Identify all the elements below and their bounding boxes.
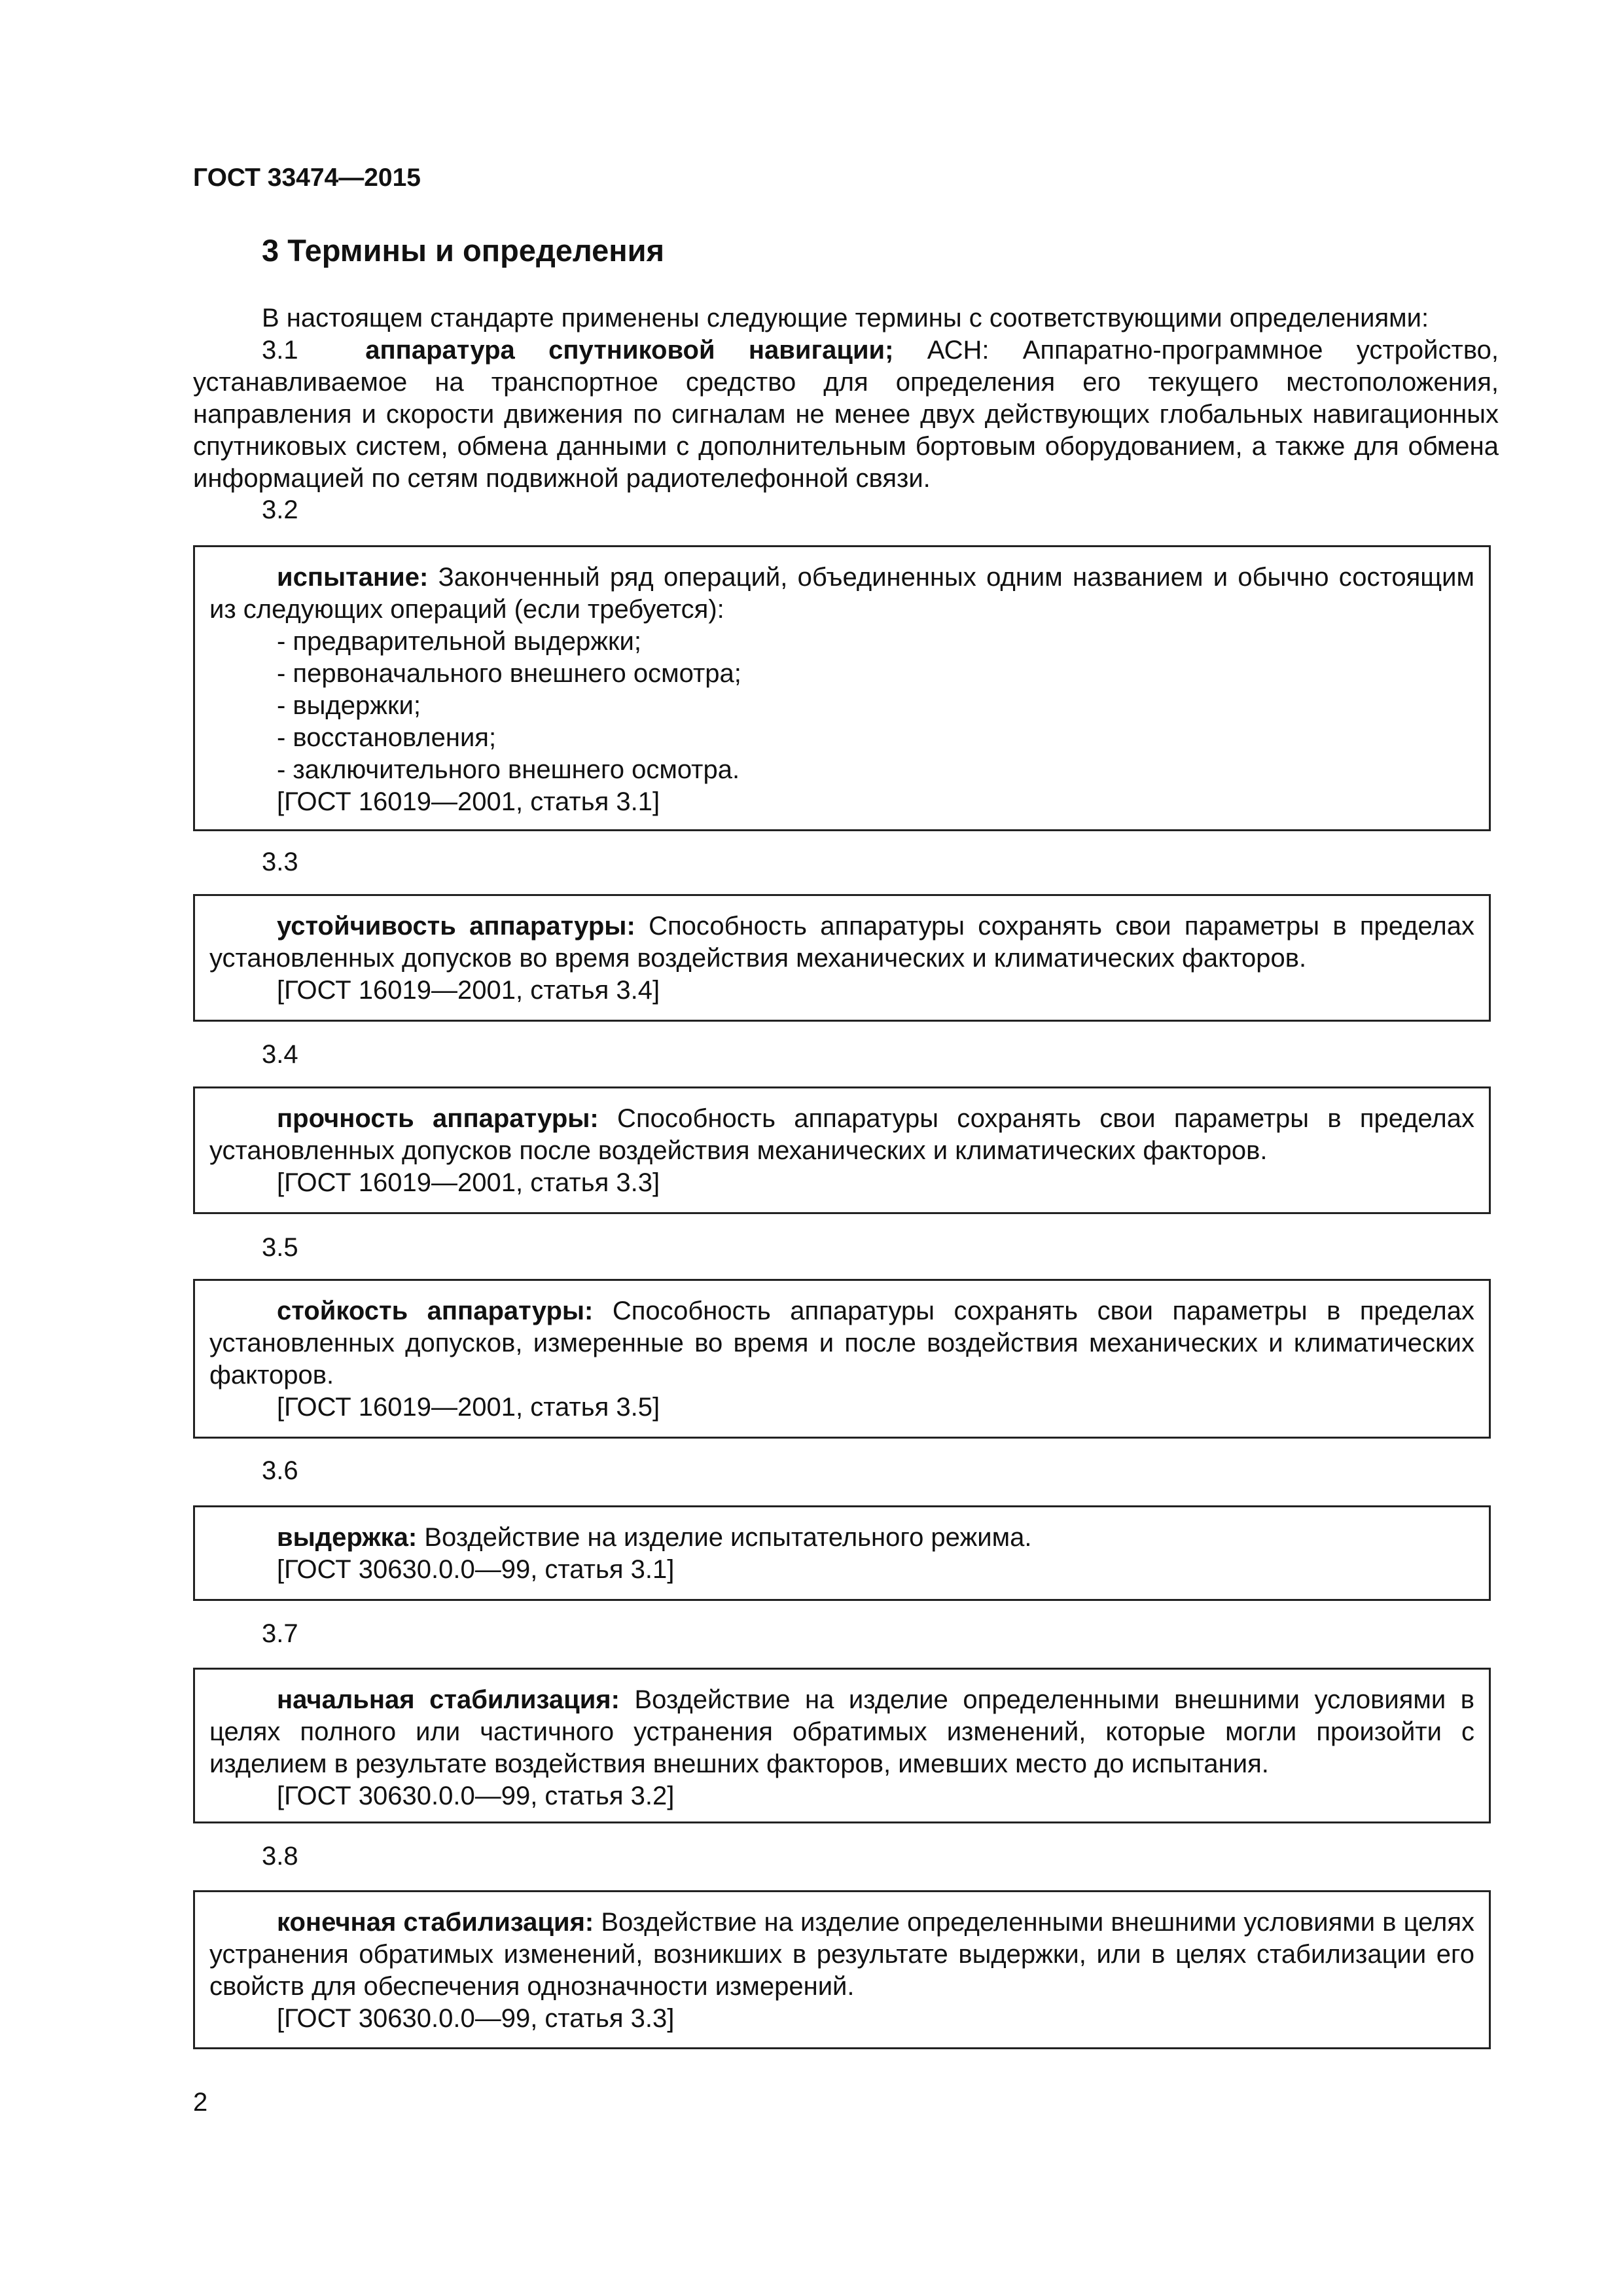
- list-item: - заключительного внешнего осмотра.: [277, 755, 740, 784]
- term-definition: Воздействие на изделие испытательного режима.: [417, 1523, 1032, 1552]
- term-definition-paragraph: [209, 562, 1474, 626]
- source-reference: [ГОСТ 16019—2001, статья 3.4]: [277, 976, 660, 1005]
- source-reference: [ГОСТ 16019—2001, статья 3.5]: [277, 1393, 660, 1422]
- page-number: 2: [193, 2088, 208, 2117]
- term-definition: Законченный ряд операций, объединенных одним названием и обычно состоящим из следующих операций (если требуется):: [209, 563, 1474, 624]
- list-item: - первоначального внешнего осмотра;: [277, 659, 741, 688]
- term-box-3-3: [193, 894, 1491, 1022]
- term-number-3-3: 3.3: [262, 848, 298, 876]
- term-box-3-8: [193, 1890, 1491, 2049]
- term-abbr: АСН:: [893, 336, 990, 365]
- list-item: - выдержки;: [277, 691, 421, 720]
- term-name: прочность аппаратуры:: [277, 1104, 599, 1133]
- section-title: 3 Термины и определения: [262, 233, 664, 268]
- term-name: выдержка:: [277, 1523, 418, 1552]
- list-item: - восстановления;: [277, 723, 497, 752]
- term-number-3-2: 3.2: [262, 495, 298, 524]
- list-item: - предварительной выдержки;: [277, 627, 641, 656]
- term-box-3-4: [193, 1086, 1491, 1214]
- term-name: стойкость аппаратуры:: [277, 1297, 594, 1325]
- term-definition-paragraph: [209, 910, 1474, 975]
- term-number-3-7: 3.7: [262, 1619, 298, 1648]
- intro-paragraph: В настоящем стандарте применены следующие термины с соответствующими определениями:: [262, 304, 1429, 332]
- term-definition-paragraph: [209, 1907, 1474, 2003]
- term-number-3-8: 3.8: [262, 1842, 298, 1871]
- term-box-3-7: [193, 1668, 1491, 1823]
- term-box-3-5: [193, 1279, 1491, 1439]
- term-definition: Способность аппаратуры сохранять свои параметры в пределах установленных допусков после воздействия механических и климатических факторов.: [209, 1104, 1475, 1165]
- term-definition: Способность аппаратуры сохранять свои параметры в пределах установленных допусков во время воздействия механических и климатических факторов.: [209, 912, 1474, 973]
- term-number-3-4: 3.4: [262, 1040, 298, 1069]
- term-definition-paragraph: [209, 1684, 1474, 1780]
- document-header: ГОСТ 33474—2015: [193, 164, 421, 192]
- source-reference: [ГОСТ 30630.0.0—99, статья 3.2]: [277, 1782, 675, 1810]
- term-definition: Способность аппаратуры сохранять свои параметры в пределах установленных допусков, измеренные во время и после воздействия механических и климатических факторов.: [209, 1297, 1475, 1390]
- source-reference: [ГОСТ 16019—2001, статья 3.3]: [277, 1168, 660, 1197]
- source-reference: [ГОСТ 16019—2001, статья 3.1]: [277, 787, 660, 816]
- term-definition: Аппаратно-программное устройство, устанавливаемое на транспортное средство для определения его текущего местоположения, направления и скорости движения по сигналам не менее двух действующих глобальных навигационных спутниковых систем, обмена данными с дополнительным бортовым оборудованием, а также для обмена информацией по сетям подвижной радиотелефонной связи.: [193, 336, 1499, 493]
- term-name: устойчивость аппаратуры:: [277, 912, 635, 941]
- term-name: конечная стабилизация:: [277, 1908, 594, 1937]
- term-definition: Воздействие на изделие определенными внешними условиями в целях полного или частичного устранения обратимых изменений, которые могли произойти с изделием в результате воздействия внешних факторов, имевших место до испытания.: [209, 1685, 1474, 1778]
- term-box-3-2: [193, 545, 1491, 831]
- term-definition-paragraph: [209, 1522, 1474, 1554]
- term-3-1: [193, 334, 1499, 495]
- term-definition-paragraph: [209, 1103, 1474, 1167]
- source-reference: [ГОСТ 30630.0.0—99, статья 3.3]: [277, 2004, 675, 2033]
- term-definition: Воздействие на изделие определенными внешними условиями в целях устранения обратимых изменений, возникших в результате выдержки, или в целях стабилизации его свойств для обеспечения однозначности измерений.: [209, 1908, 1474, 2001]
- term-box-3-6: [193, 1505, 1491, 1601]
- term-name: испытание:: [277, 563, 429, 592]
- term-definition-paragraph: [209, 1295, 1474, 1391]
- source-reference: [ГОСТ 30630.0.0—99, статья 3.1]: [277, 1555, 675, 1584]
- term-number: 3.1: [262, 336, 298, 365]
- term-number-3-5: 3.5: [262, 1233, 298, 1262]
- term-name: аппаратура спутниковой навигации;: [365, 336, 894, 365]
- term-number-3-6: 3.6: [262, 1456, 298, 1485]
- term-name: начальная стабилизация:: [277, 1685, 620, 1714]
